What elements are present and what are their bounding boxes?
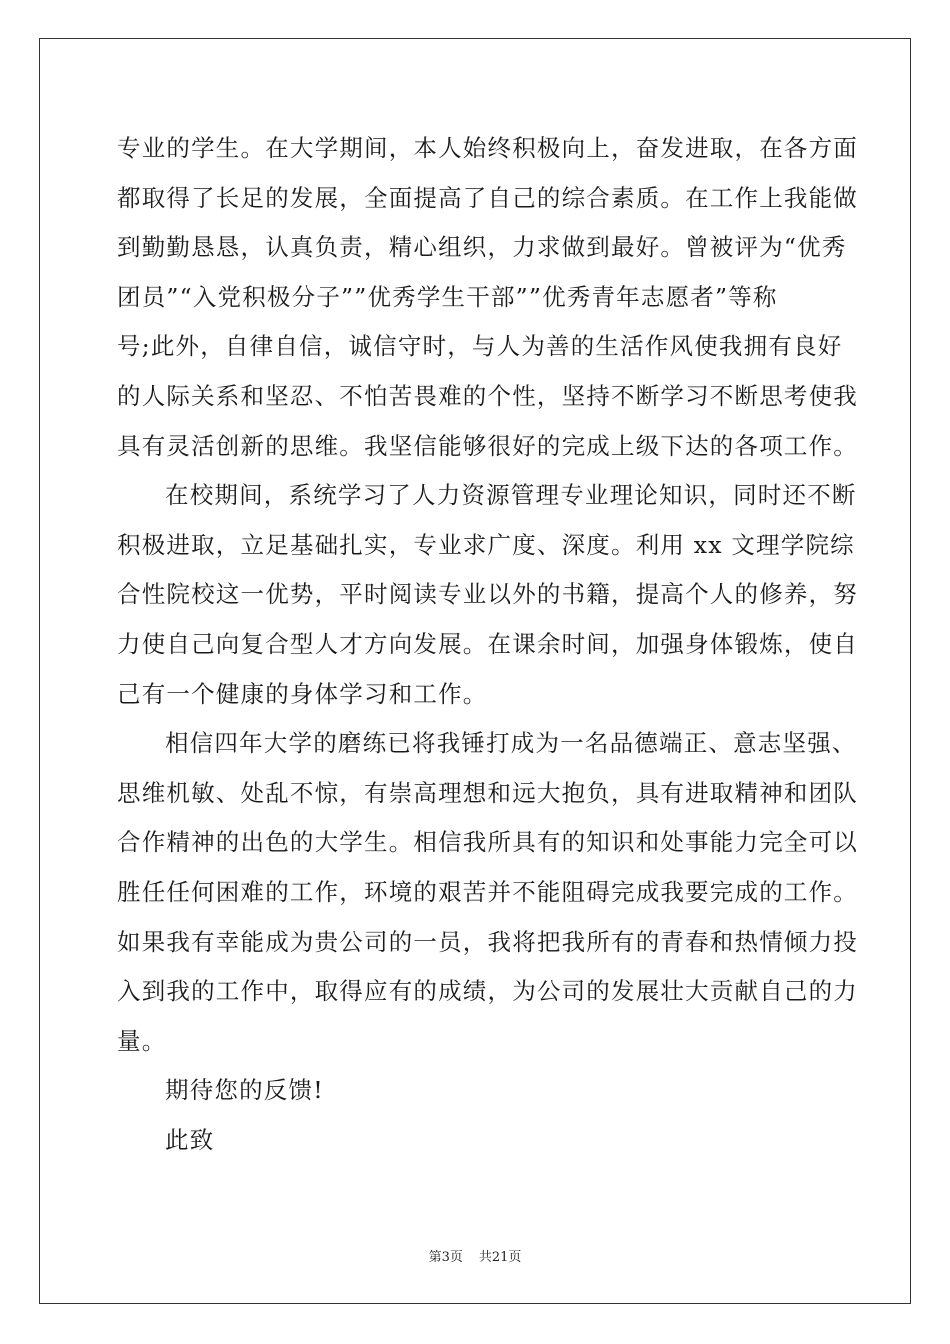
text-line: 己有一个健康的身体学习和工作。 bbox=[117, 679, 488, 708]
text-line: 胜任任何困难的工作，环境的艰苦并不能阻碍完成我要完成的工作。 bbox=[117, 877, 858, 906]
text-line: 团员”“入党积极分子””优秀学生干部””优秀青年志愿者”等称 bbox=[117, 282, 778, 311]
text-line: 到勤勤恳恳，认真负责，精心组织，力求做到最好。曾被评为“优秀 bbox=[117, 233, 847, 262]
paragraph-first-line: 相信四年大学的磨练已将我锤打成为一名品德端正、意志坚强、 bbox=[165, 729, 857, 758]
salutation-line: 此致 bbox=[165, 1125, 215, 1154]
paragraph-first-line: 在校期间，系统学习了人力资源管理专业理论知识，同时还不断 bbox=[165, 481, 857, 510]
text-line: 具有灵活创新的思维。我坚信能够很好的完成上级下达的各项工作。 bbox=[117, 431, 858, 460]
text-line: 力使自己向复合型人才方向发展。在课余时间，加强身体锻炼，使自 bbox=[117, 629, 858, 658]
page-number: 第3页 bbox=[428, 1250, 463, 1265]
text-line: 入到我的工作中，取得应有的成绩，为公司的发展壮大贡献自己的力 bbox=[117, 977, 858, 1006]
text-line: 量。 bbox=[117, 1026, 167, 1055]
text-line: 如果我有幸能成为贵公司的一员，我将把我所有的青春和热情倾力投 bbox=[117, 927, 858, 956]
closing-line: 期待您的反馈! bbox=[165, 1076, 324, 1105]
page-total: 共21页 bbox=[478, 1250, 522, 1265]
text-line: 都取得了长足的发展，全面提高了自己的综合素质。在工作上我能做 bbox=[117, 183, 858, 212]
text-line: 号;此外，自律自信，诚信守时，与人为善的生活作风使我拥有良好 bbox=[117, 332, 843, 361]
text-line: 合性院校这一优势，平时阅读专业以外的书籍，提高个人的修养，努 bbox=[117, 580, 858, 609]
page-footer bbox=[0, 1246, 950, 1265]
text-line: 的人际关系和坚忍、不怕苦畏难的个性，坚持不断学习不断思考使我 bbox=[117, 381, 858, 410]
text-line: 思维机敏、处乱不惊，有崇高理想和远大抱负，具有进取精神和团队 bbox=[117, 778, 858, 807]
text-line: 积极进取，立足基础扎实，专业求广度、深度。利用 xx 文理学院综 bbox=[117, 530, 855, 559]
text-line: 专业的学生。在大学期间，本人始终积极向上，奋发进取，在各方面 bbox=[117, 134, 858, 162]
text-line: 合作精神的出色的大学生。相信我所具有的知识和处事能力完全可以 bbox=[117, 828, 858, 857]
document-body bbox=[117, 124, 858, 1165]
